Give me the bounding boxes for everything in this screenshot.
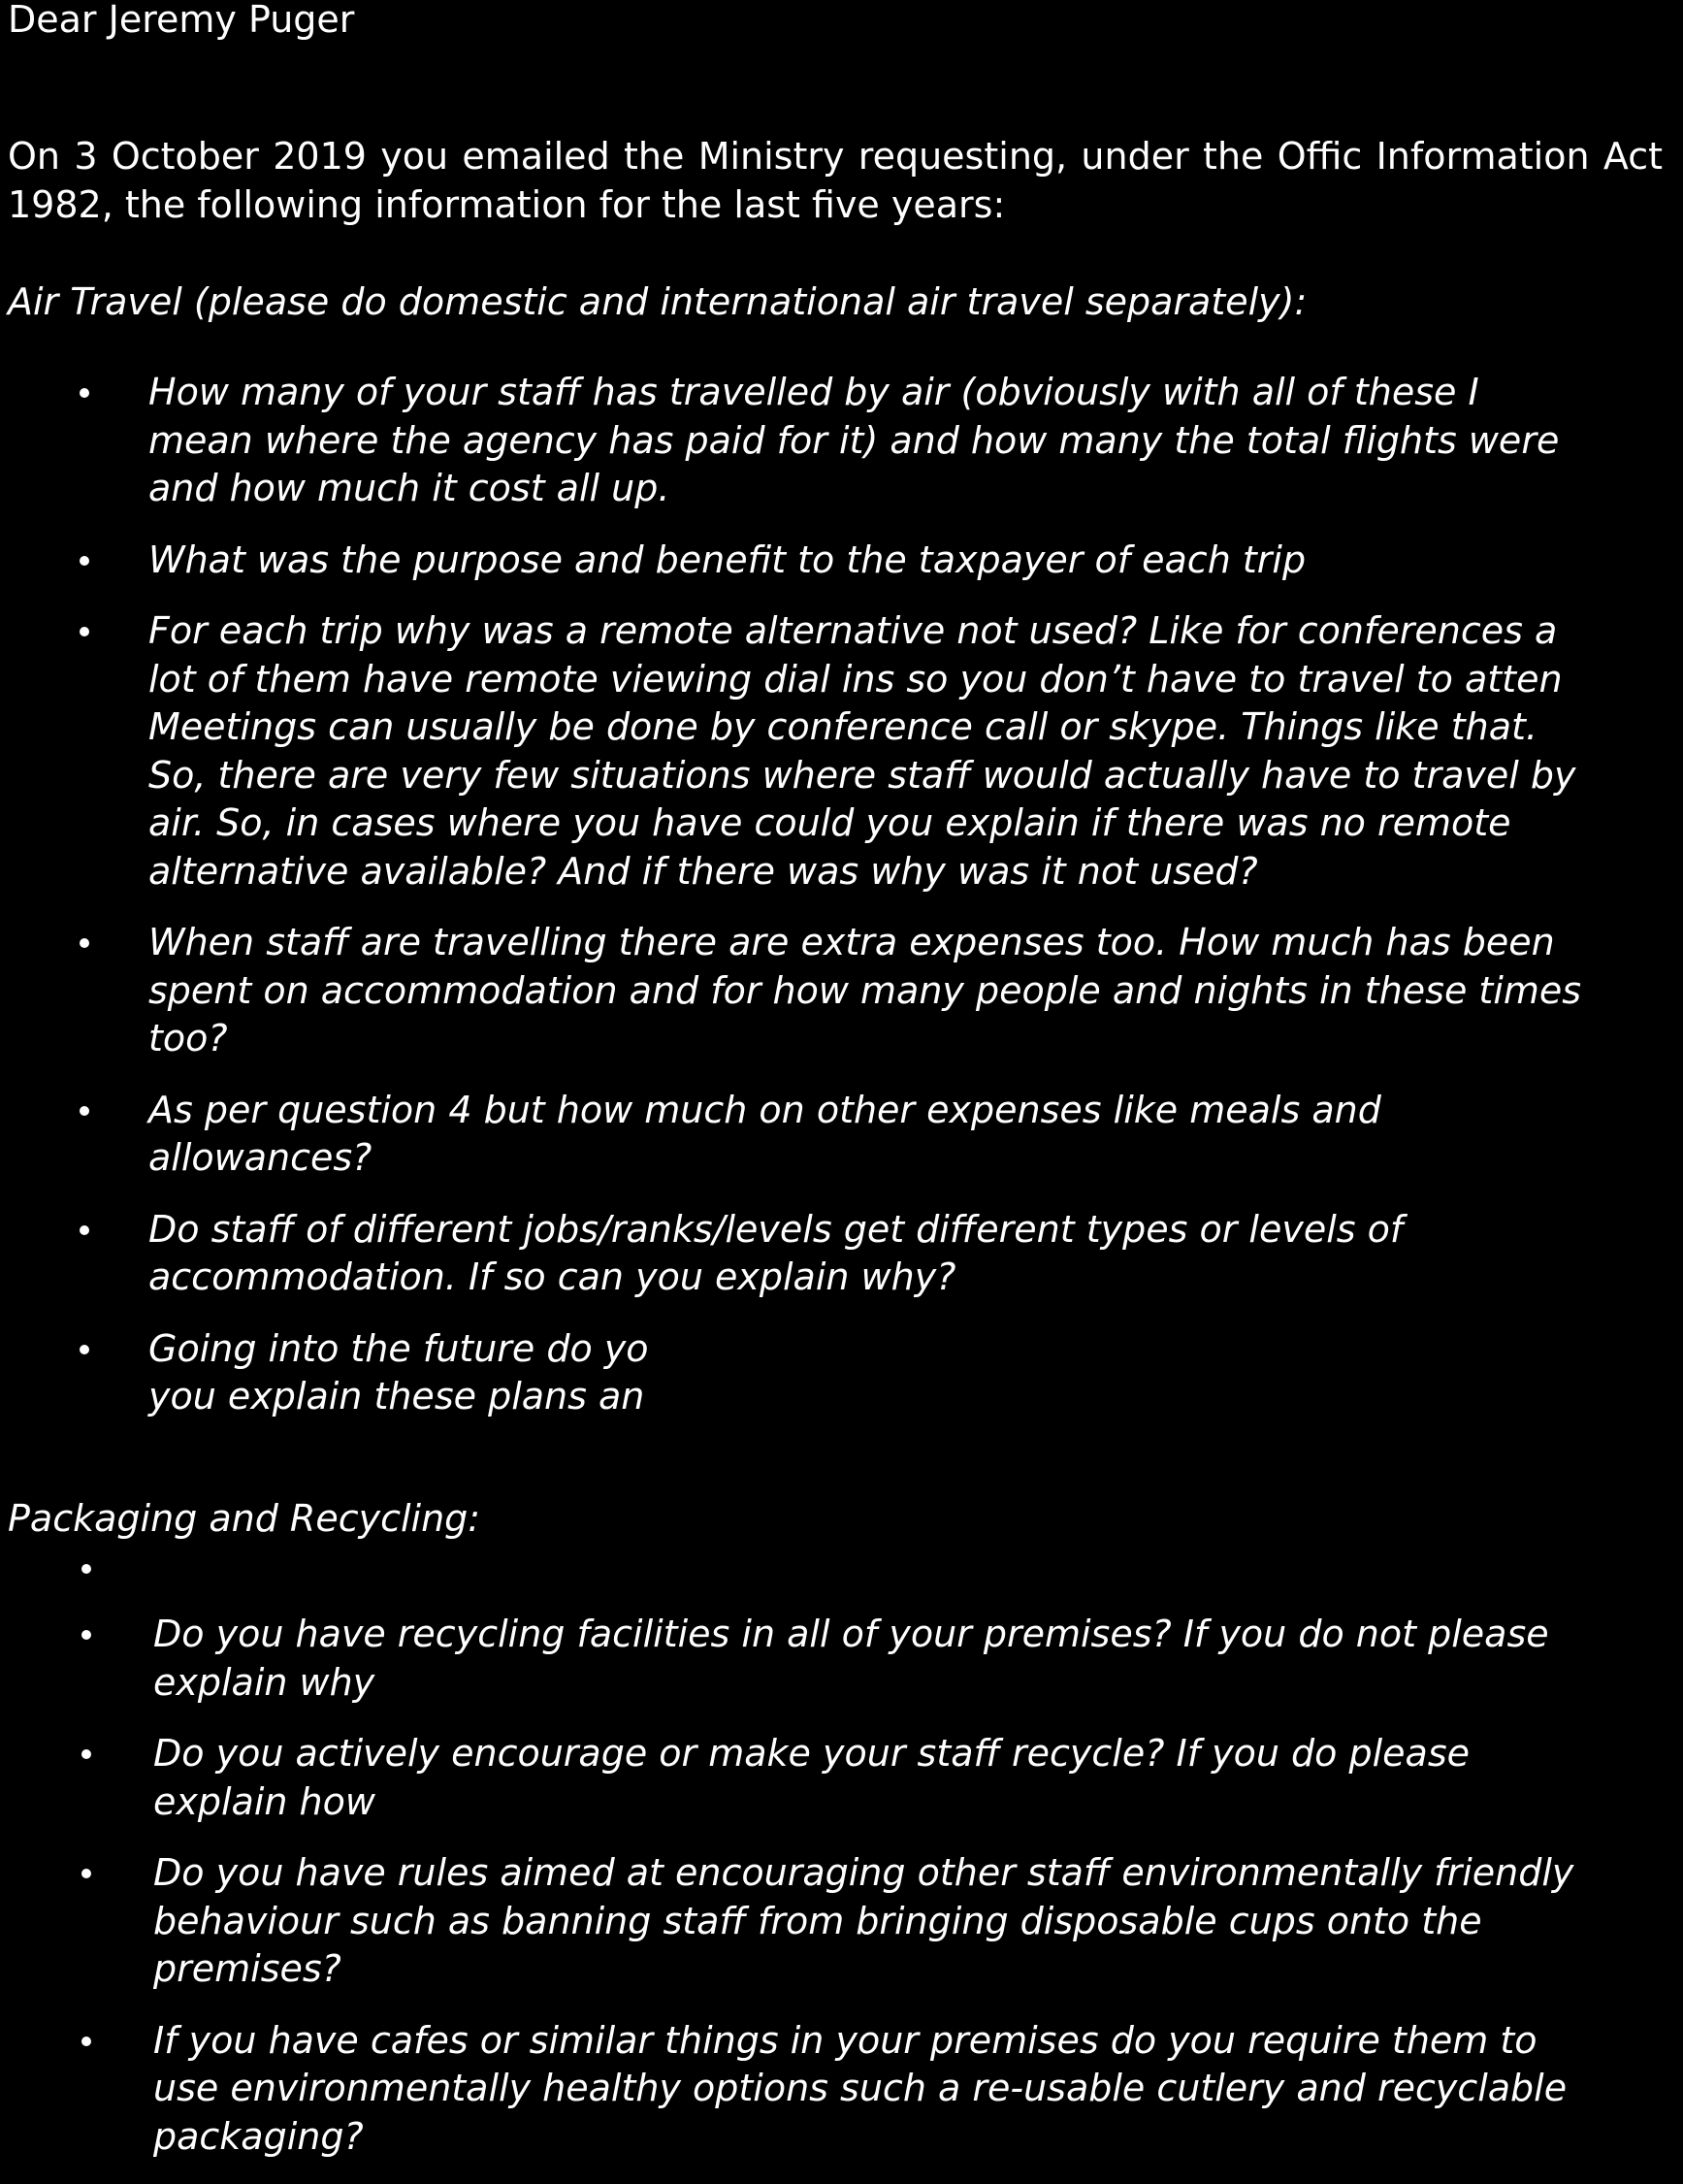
air-travel-heading: Air Travel (please do domestic and international air travel separately): [8, 280, 1308, 323]
list-item [0, 1849, 1681, 1994]
bullet-icon [81, 2037, 91, 2046]
list-item [0, 607, 1676, 896]
air-travel-questions [0, 369, 1683, 1445]
question-text: Going into the future do yo you explain these plans an [148, 1326, 649, 1418]
bullet-icon [80, 556, 89, 566]
list-item [0, 2017, 1681, 2162]
question-text: What was the purpose and benefit to the taxpayer of each trip [148, 538, 1307, 581]
intro-paragraph: On 3 October 2019 you emailed the Ministry requesting, under the Offic Information Act 1982, the following information for the last five years: [8, 135, 1663, 226]
list-item [0, 1087, 1676, 1183]
bullet-icon [80, 627, 89, 636]
question-text: Do you have rules aimed at encouraging other staff environmentally friendly behaviour such as banning staff from bringing disposable cups onto the premises? [153, 1851, 1574, 1990]
bullet-icon [80, 1225, 89, 1235]
question-text: For each trip why was a remote alternative not used? Like for conferences a lot of them have remote viewing dial ins so you don’t have to travel to atten Meetings can usually be done by conference call or skype. Things like that. So, there are very few situations where staff would actually have to travel by air. So, in cases where you have could you explain if there was no remote alternative available? And if there was why was it not used? [148, 609, 1576, 893]
list-item [0, 1611, 1681, 1707]
question-text: How many of your staff has travelled by air (obviously with all of these I mean where the agency has paid for it) and how many the total flights were and how much it cost all up. [148, 371, 1560, 509]
list-item [0, 1325, 1676, 1421]
list-item [0, 1206, 1676, 1302]
packaging-heading: Packaging and Recycling: [8, 1497, 481, 1540]
bullet-icon [80, 938, 89, 948]
salutation: Dear Jeremy Puger [8, 0, 355, 41]
question-text: When staff are travelling there are extra expenses too. How much has been spent on accommodation and for how many people and nights in these times too? [148, 921, 1582, 1059]
empty-bullet-icon [81, 1564, 91, 1574]
bullet-icon [80, 1345, 89, 1354]
bullet-icon [80, 388, 89, 398]
packaging-questions [0, 1611, 1683, 2184]
bullet-icon [81, 1630, 91, 1640]
list-item [0, 1730, 1681, 1826]
bullet-icon [80, 1106, 89, 1116]
list-item [0, 369, 1676, 513]
question-text: Do you have recycling facilities in all of your premises? If you do not please explain why [153, 1613, 1549, 1704]
question-text: As per question 4 but how much on other expenses like meals and allowances? [148, 1088, 1381, 1179]
question-text: Do staff of different jobs/ranks/levels get different types or levels of accommodation. If so can you explain why? [148, 1207, 1404, 1298]
list-item [0, 919, 1676, 1063]
bullet-icon [81, 1869, 91, 1878]
list-item [0, 537, 1676, 585]
question-text: Do you actively encourage or make your staff recycle? If you do please explain how [153, 1732, 1471, 1823]
question-text: If you have cafes or similar things in your premises do you require them to use environmentally healthy options such a re-usable cutlery and recyclable packaging? [153, 2018, 1568, 2158]
bullet-icon [81, 1749, 91, 1759]
